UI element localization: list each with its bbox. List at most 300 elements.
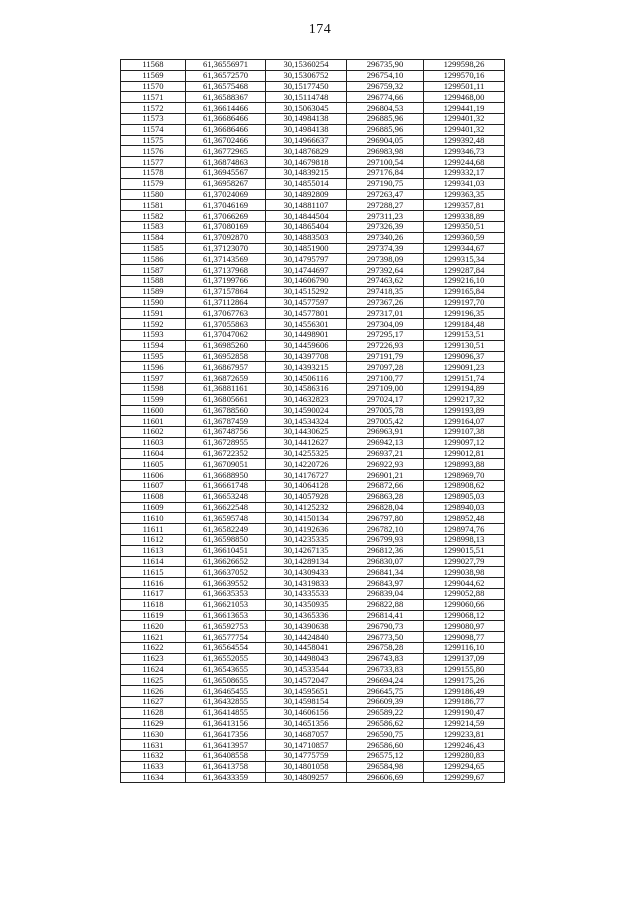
table-row [121,70,505,81]
longitude-cell: 30,14795797 [266,254,347,265]
y-coordinate-cell: 1299197,70 [424,297,505,308]
longitude-cell: 30,14876829 [266,146,347,157]
table-row [121,567,505,578]
point-id-cell: 11628 [121,707,186,718]
point-id-cell: 11572 [121,103,186,114]
x-coordinate-cell: 297418,35 [347,286,424,297]
x-coordinate-cell: 297392,64 [347,265,424,276]
x-coordinate-cell: 297226,93 [347,340,424,351]
point-id-cell: 11594 [121,340,186,351]
x-coordinate-cell: 296839,04 [347,589,424,600]
longitude-cell: 30,14515292 [266,286,347,297]
latitude-cell: 61,36414855 [186,707,266,718]
point-id-cell: 11606 [121,470,186,481]
longitude-cell: 30,14506116 [266,373,347,384]
y-coordinate-cell: 1299360,59 [424,232,505,243]
latitude-cell: 61,36728955 [186,437,266,448]
y-coordinate-cell: 1299346,73 [424,146,505,157]
x-coordinate-cell: 296774,66 [347,92,424,103]
point-id-cell: 11634 [121,772,186,783]
table-row [121,373,505,384]
x-coordinate-cell: 296694,24 [347,675,424,686]
x-coordinate-cell: 296586,62 [347,718,424,729]
latitude-cell: 61,36564554 [186,643,266,654]
longitude-cell: 30,14572047 [266,675,347,686]
y-coordinate-cell: 1299216,10 [424,275,505,286]
longitude-cell: 30,14775759 [266,751,347,762]
point-id-cell: 11616 [121,578,186,589]
x-coordinate-cell: 296937,21 [347,448,424,459]
table-row [121,686,505,697]
x-coordinate-cell: 296589,22 [347,707,424,718]
table-row [121,200,505,211]
y-coordinate-cell: 1299233,81 [424,729,505,740]
point-id-cell: 11570 [121,81,186,92]
latitude-cell: 61,36556971 [186,60,266,71]
point-id-cell: 11611 [121,524,186,535]
table-row [121,189,505,200]
longitude-cell: 30,14595651 [266,686,347,697]
table-row [121,297,505,308]
longitude-cell: 30,14319833 [266,578,347,589]
latitude-cell: 61,36575468 [186,81,266,92]
table-row [121,481,505,492]
x-coordinate-cell: 297463,62 [347,275,424,286]
point-id-cell: 11632 [121,751,186,762]
point-id-cell: 11589 [121,286,186,297]
x-coordinate-cell: 296735,90 [347,60,424,71]
point-id-cell: 11593 [121,329,186,340]
y-coordinate-cell: 1298969,70 [424,470,505,481]
x-coordinate-cell: 296773,50 [347,632,424,643]
table-row [121,243,505,254]
x-coordinate-cell: 296797,80 [347,513,424,524]
y-coordinate-cell: 1299097,12 [424,437,505,448]
x-coordinate-cell: 296733,83 [347,664,424,675]
latitude-cell: 61,36508655 [186,675,266,686]
table-row [121,254,505,265]
y-coordinate-cell: 1298998,13 [424,535,505,546]
longitude-cell: 30,14125232 [266,502,347,513]
point-id-cell: 11619 [121,610,186,621]
longitude-cell: 30,14176727 [266,470,347,481]
longitude-cell: 30,14390638 [266,621,347,632]
point-id-cell: 11600 [121,405,186,416]
longitude-cell: 30,14586316 [266,383,347,394]
y-coordinate-cell: 1299151,74 [424,373,505,384]
y-coordinate-cell: 1298974,76 [424,524,505,535]
x-coordinate-cell: 297374,39 [347,243,424,254]
point-id-cell: 11574 [121,124,186,135]
latitude-cell: 61,37066269 [186,211,266,222]
longitude-cell: 30,14966637 [266,135,347,146]
point-id-cell: 11615 [121,567,186,578]
latitude-cell: 61,36805661 [186,394,266,405]
x-coordinate-cell: 296804,53 [347,103,424,114]
longitude-cell: 30,14577597 [266,297,347,308]
latitude-cell: 61,36686466 [186,124,266,135]
table-row [121,470,505,481]
point-id-cell: 11597 [121,373,186,384]
latitude-cell: 61,36748756 [186,427,266,438]
latitude-cell: 61,36722352 [186,448,266,459]
y-coordinate-cell: 1299401,32 [424,124,505,135]
x-coordinate-cell: 297100,77 [347,373,424,384]
table-row [121,664,505,675]
longitude-cell: 30,14855014 [266,178,347,189]
table-row [121,416,505,427]
longitude-cell: 30,14892809 [266,189,347,200]
latitude-cell: 61,37067763 [186,308,266,319]
x-coordinate-cell: 296841,34 [347,567,424,578]
point-id-cell: 11613 [121,545,186,556]
y-coordinate-cell: 1299468,00 [424,92,505,103]
latitude-cell: 61,36413156 [186,718,266,729]
table-row [121,113,505,124]
x-coordinate-cell: 296885,96 [347,113,424,124]
point-id-cell: 11599 [121,394,186,405]
longitude-cell: 30,14801058 [266,761,347,772]
x-coordinate-cell: 296790,73 [347,621,424,632]
y-coordinate-cell: 1299338,89 [424,211,505,222]
latitude-cell: 61,36688950 [186,470,266,481]
longitude-cell: 30,14533544 [266,664,347,675]
y-coordinate-cell: 1299012,81 [424,448,505,459]
point-id-cell: 11623 [121,653,186,664]
table-row [121,556,505,567]
table-row [121,718,505,729]
latitude-cell: 61,36577754 [186,632,266,643]
y-coordinate-cell: 1299091,23 [424,362,505,373]
latitude-cell: 61,36653248 [186,491,266,502]
longitude-cell: 30,14556301 [266,319,347,330]
point-id-cell: 11577 [121,157,186,168]
point-id-cell: 11586 [121,254,186,265]
point-id-cell: 11608 [121,491,186,502]
x-coordinate-cell: 296863,28 [347,491,424,502]
table-row [121,427,505,438]
table-row [121,675,505,686]
longitude-cell: 30,15063045 [266,103,347,114]
point-id-cell: 11630 [121,729,186,740]
x-coordinate-cell: 297263,47 [347,189,424,200]
x-coordinate-cell: 297005,42 [347,416,424,427]
table-row [121,772,505,783]
point-id-cell: 11573 [121,113,186,124]
longitude-cell: 30,14459606 [266,340,347,351]
table-row [121,167,505,178]
table-row [121,459,505,470]
x-coordinate-cell: 297326,39 [347,221,424,232]
x-coordinate-cell: 297304,09 [347,319,424,330]
latitude-cell: 61,36610451 [186,545,266,556]
latitude-cell: 61,36952858 [186,351,266,362]
latitude-cell: 61,36639552 [186,578,266,589]
point-id-cell: 11582 [121,211,186,222]
table-row [121,92,505,103]
table-row [121,491,505,502]
x-coordinate-cell: 296963,91 [347,427,424,438]
latitude-cell: 61,36592753 [186,621,266,632]
latitude-cell: 61,36626652 [186,556,266,567]
longitude-cell: 30,14606790 [266,275,347,286]
point-id-cell: 11580 [121,189,186,200]
longitude-cell: 30,14412627 [266,437,347,448]
latitude-cell: 61,36709051 [186,459,266,470]
longitude-cell: 30,14590024 [266,405,347,416]
longitude-cell: 30,15306752 [266,70,347,81]
longitude-cell: 30,14687057 [266,729,347,740]
x-coordinate-cell: 297295,17 [347,329,424,340]
y-coordinate-cell: 1299299,67 [424,772,505,783]
x-coordinate-cell: 296904,05 [347,135,424,146]
latitude-cell: 61,37092870 [186,232,266,243]
longitude-cell: 30,14192636 [266,524,347,535]
longitude-cell: 30,14430625 [266,427,347,438]
x-coordinate-cell: 296645,75 [347,686,424,697]
latitude-cell: 61,36985260 [186,340,266,351]
y-coordinate-cell: 1298993,88 [424,459,505,470]
longitude-cell: 30,14350935 [266,599,347,610]
latitude-cell: 61,36881161 [186,383,266,394]
table-row [121,707,505,718]
y-coordinate-cell: 1299344,67 [424,243,505,254]
latitude-cell: 61,37024069 [186,189,266,200]
x-coordinate-cell: 297005,78 [347,405,424,416]
latitude-cell: 61,36867957 [186,362,266,373]
latitude-cell: 61,36595748 [186,513,266,524]
point-id-cell: 11629 [121,718,186,729]
longitude-cell: 30,14984138 [266,124,347,135]
x-coordinate-cell: 296743,83 [347,653,424,664]
x-coordinate-cell: 296942,13 [347,437,424,448]
y-coordinate-cell: 1299357,81 [424,200,505,211]
x-coordinate-cell: 296606,69 [347,772,424,783]
table-row [121,697,505,708]
x-coordinate-cell: 296590,75 [347,729,424,740]
point-id-cell: 11612 [121,535,186,546]
table-row [121,286,505,297]
y-coordinate-cell: 1298908,62 [424,481,505,492]
y-coordinate-cell: 1299401,32 [424,113,505,124]
y-coordinate-cell: 1299341,03 [424,178,505,189]
point-id-cell: 11622 [121,643,186,654]
latitude-cell: 61,36788560 [186,405,266,416]
point-id-cell: 11575 [121,135,186,146]
table-row [121,545,505,556]
point-id-cell: 11581 [121,200,186,211]
y-coordinate-cell: 1299501,11 [424,81,505,92]
y-coordinate-cell: 1299098,77 [424,632,505,643]
latitude-cell: 61,36433359 [186,772,266,783]
latitude-cell: 61,36661748 [186,481,266,492]
table-row [121,340,505,351]
y-coordinate-cell: 1299186,77 [424,697,505,708]
longitude-cell: 30,14744697 [266,265,347,276]
latitude-cell: 61,37047062 [186,329,266,340]
y-coordinate-cell: 1299217,32 [424,394,505,405]
point-id-cell: 11626 [121,686,186,697]
latitude-cell: 61,36598850 [186,535,266,546]
x-coordinate-cell: 296901,21 [347,470,424,481]
longitude-cell: 30,14606156 [266,707,347,718]
x-coordinate-cell: 296885,96 [347,124,424,135]
x-coordinate-cell: 296822,88 [347,599,424,610]
point-id-cell: 11607 [121,481,186,492]
point-id-cell: 11631 [121,740,186,751]
y-coordinate-cell: 1299107,38 [424,427,505,438]
y-coordinate-cell: 1299194,89 [424,383,505,394]
point-id-cell: 11614 [121,556,186,567]
x-coordinate-cell: 297288,27 [347,200,424,211]
point-id-cell: 11568 [121,60,186,71]
longitude-cell: 30,14150134 [266,513,347,524]
latitude-cell: 61,37046169 [186,200,266,211]
point-id-cell: 11610 [121,513,186,524]
point-id-cell: 11633 [121,761,186,772]
y-coordinate-cell: 1299214,59 [424,718,505,729]
y-coordinate-cell: 1299246,43 [424,740,505,751]
y-coordinate-cell: 1299052,88 [424,589,505,600]
point-id-cell: 11571 [121,92,186,103]
point-id-cell: 11584 [121,232,186,243]
y-coordinate-cell: 1299294,65 [424,761,505,772]
x-coordinate-cell: 296609,39 [347,697,424,708]
x-coordinate-cell: 297191,79 [347,351,424,362]
page-number: 174 [308,22,332,37]
longitude-cell: 30,14309433 [266,567,347,578]
table-row [121,265,505,276]
x-coordinate-cell: 297317,01 [347,308,424,319]
y-coordinate-cell: 1299164,07 [424,416,505,427]
latitude-cell: 61,36637052 [186,567,266,578]
latitude-cell: 61,36686466 [186,113,266,124]
y-coordinate-cell: 1299184,48 [424,319,505,330]
y-coordinate-cell: 1299598,26 [424,60,505,71]
latitude-cell: 61,36622548 [186,502,266,513]
x-coordinate-cell: 296922,93 [347,459,424,470]
point-id-cell: 11601 [121,416,186,427]
point-id-cell: 11585 [121,243,186,254]
x-coordinate-cell: 297100,54 [347,157,424,168]
table-row [121,329,505,340]
table-row [121,146,505,157]
longitude-cell: 30,14839215 [266,167,347,178]
table-row [121,729,505,740]
y-coordinate-cell: 1299570,16 [424,70,505,81]
x-coordinate-cell: 296782,10 [347,524,424,535]
latitude-cell: 61,36588367 [186,92,266,103]
latitude-cell: 61,36614466 [186,103,266,114]
latitude-cell: 61,36945567 [186,167,266,178]
point-id-cell: 11603 [121,437,186,448]
x-coordinate-cell: 296983,98 [347,146,424,157]
table-row [121,308,505,319]
point-id-cell: 11578 [121,167,186,178]
latitude-cell: 61,36417356 [186,729,266,740]
x-coordinate-cell: 296799,93 [347,535,424,546]
x-coordinate-cell: 297311,23 [347,211,424,222]
table-row [121,232,505,243]
table-row [121,81,505,92]
y-coordinate-cell: 1299190,47 [424,707,505,718]
table-row [121,589,505,600]
longitude-cell: 30,14851900 [266,243,347,254]
y-coordinate-cell: 1299350,51 [424,221,505,232]
x-coordinate-cell: 297097,28 [347,362,424,373]
latitude-cell: 61,37080169 [186,221,266,232]
point-id-cell: 11604 [121,448,186,459]
table-row [121,221,505,232]
longitude-cell: 30,14710857 [266,740,347,751]
longitude-cell: 30,15177450 [266,81,347,92]
latitude-cell: 61,36543655 [186,664,266,675]
longitude-cell: 30,14534324 [266,416,347,427]
longitude-cell: 30,14393215 [266,362,347,373]
y-coordinate-cell: 1299186,49 [424,686,505,697]
y-coordinate-cell: 1299441,19 [424,103,505,114]
y-coordinate-cell: 1299096,37 [424,351,505,362]
longitude-cell: 30,14267135 [266,545,347,556]
latitude-cell: 61,36413957 [186,740,266,751]
y-coordinate-cell: 1298905,03 [424,491,505,502]
y-coordinate-cell: 1299130,51 [424,340,505,351]
point-id-cell: 11620 [121,621,186,632]
longitude-cell: 30,14984138 [266,113,347,124]
point-id-cell: 11596 [121,362,186,373]
x-coordinate-cell: 296830,07 [347,556,424,567]
longitude-cell: 30,14865404 [266,221,347,232]
x-coordinate-cell: 296828,04 [347,502,424,513]
table-row [121,578,505,589]
table-row [121,621,505,632]
x-coordinate-cell: 297024,17 [347,394,424,405]
latitude-cell: 61,37123070 [186,243,266,254]
table-row [121,178,505,189]
table-row [121,319,505,330]
y-coordinate-cell: 1298952,48 [424,513,505,524]
point-id-cell: 11621 [121,632,186,643]
latitude-cell: 61,36552055 [186,653,266,664]
longitude-cell: 30,14255325 [266,448,347,459]
point-id-cell: 11625 [121,675,186,686]
point-id-cell: 11591 [121,308,186,319]
x-coordinate-cell: 296814,41 [347,610,424,621]
x-coordinate-cell: 297340,26 [347,232,424,243]
point-id-cell: 11595 [121,351,186,362]
longitude-cell: 30,14883503 [266,232,347,243]
x-coordinate-cell: 296586,60 [347,740,424,751]
latitude-cell: 61,37055863 [186,319,266,330]
longitude-cell: 30,14365336 [266,610,347,621]
y-coordinate-cell: 1299038,98 [424,567,505,578]
table-row [121,275,505,286]
longitude-cell: 30,15114748 [266,92,347,103]
table-row [121,405,505,416]
x-coordinate-cell: 297109,00 [347,383,424,394]
table-row [121,448,505,459]
latitude-cell: 61,36872659 [186,373,266,384]
table-row [121,535,505,546]
point-id-cell: 11602 [121,427,186,438]
table-row [121,124,505,135]
y-coordinate-cell: 1299244,68 [424,157,505,168]
x-coordinate-cell: 297398,09 [347,254,424,265]
longitude-cell: 30,14632823 [266,394,347,405]
latitude-cell: 61,36702466 [186,135,266,146]
y-coordinate-cell: 1299027,79 [424,556,505,567]
longitude-cell: 30,14397708 [266,351,347,362]
